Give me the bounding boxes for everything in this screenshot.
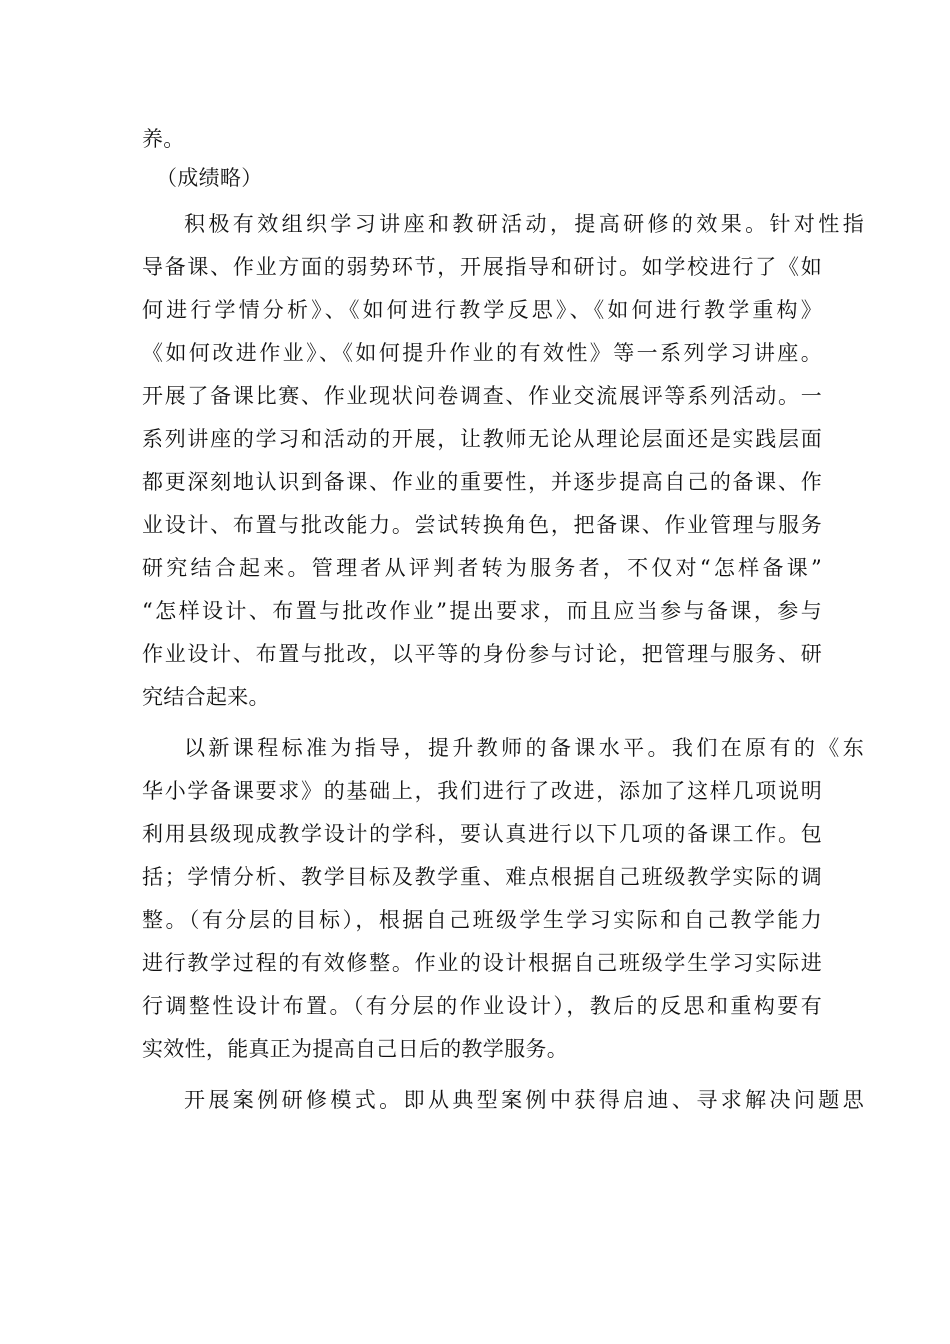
- text-line: 《如何改进作业》、《如何提升作业的有效性》等一系列学习讲座。: [142, 341, 822, 365]
- paragraph-1: [142, 203, 864, 719]
- score-note: （成绩略）: [156, 166, 263, 190]
- paragraph-gap: [142, 195, 822, 203]
- paragraph-gap: [142, 719, 822, 727]
- text-line: 开展了备课比赛、作业现状问卷调查、作业交流展评等系列活动。一: [142, 384, 822, 408]
- paragraph-2: [142, 727, 864, 1071]
- text-line: 开展案例研修模式。即从典型案例中获得启迪、寻求解决问题思: [184, 1088, 864, 1112]
- text-line: 导备课、作业方面的弱势环节，开展指导和研讨。如学校进行了《如: [142, 255, 822, 279]
- text-line: 积极有效组织学习讲座和教研活动，提高研修的效果。针对性指: [184, 212, 864, 236]
- text-line: 行调整性设计布置。（有分层的作业设计），教后的反思和重构要有: [142, 994, 822, 1018]
- text-line: 养。: [142, 127, 185, 151]
- paragraph-3: [142, 1079, 864, 1122]
- text-line: 括；学情分析、教学目标及教学重、难点根据自己班级教学实际的调: [142, 865, 822, 889]
- text-line: 实效性，能真正为提高自己日后的教学服务。: [142, 1037, 568, 1061]
- text-line: 利用县级现成教学设计的学科，要认真进行以下几项的备课工作。包: [142, 822, 822, 846]
- text-line: 华小学备课要求》的基础上，我们进行了改进，添加了这样几项说明: [142, 779, 822, 803]
- text-line: 进行教学过程的有效修整。作业的设计根据自己班级学生学习实际进: [142, 951, 822, 975]
- document-page: [142, 118, 864, 1122]
- text-line: 都更深刻地认识到备课、作业的重要性，并逐步提高自己的备课、作: [142, 470, 822, 494]
- text-line: 以新课程标准为指导，提升教师的备课水平。我们在原有的《东: [184, 736, 864, 760]
- text-line: 何进行学情分析》、《如何进行教学反思》、《如何进行教学重构》: [142, 298, 822, 322]
- text-line: 研究结合起来。管理者从评判者转为服务者，不仅对“怎样备课”: [142, 556, 822, 580]
- text-line: 系列讲座的学习和活动的开展，让教师无论从理论层面还是实践层面: [142, 427, 822, 451]
- text-line: 究结合起来。: [142, 685, 270, 709]
- text-line: 业设计、布置与批改能力。尝试转换角色，把备课、作业管理与服务: [142, 513, 822, 537]
- text-line: 整。（有分层的目标），根据自己班级学生学习实际和自己教学能力: [142, 908, 822, 932]
- text-line: 作业设计、布置与批改，以平等的身份参与讨论，把管理与服务、研: [142, 642, 822, 666]
- text-line: “怎样设计、布置与批改作业”提出要求，而且应当参与备课，参与: [142, 599, 822, 623]
- paragraph-gap: [142, 1071, 822, 1079]
